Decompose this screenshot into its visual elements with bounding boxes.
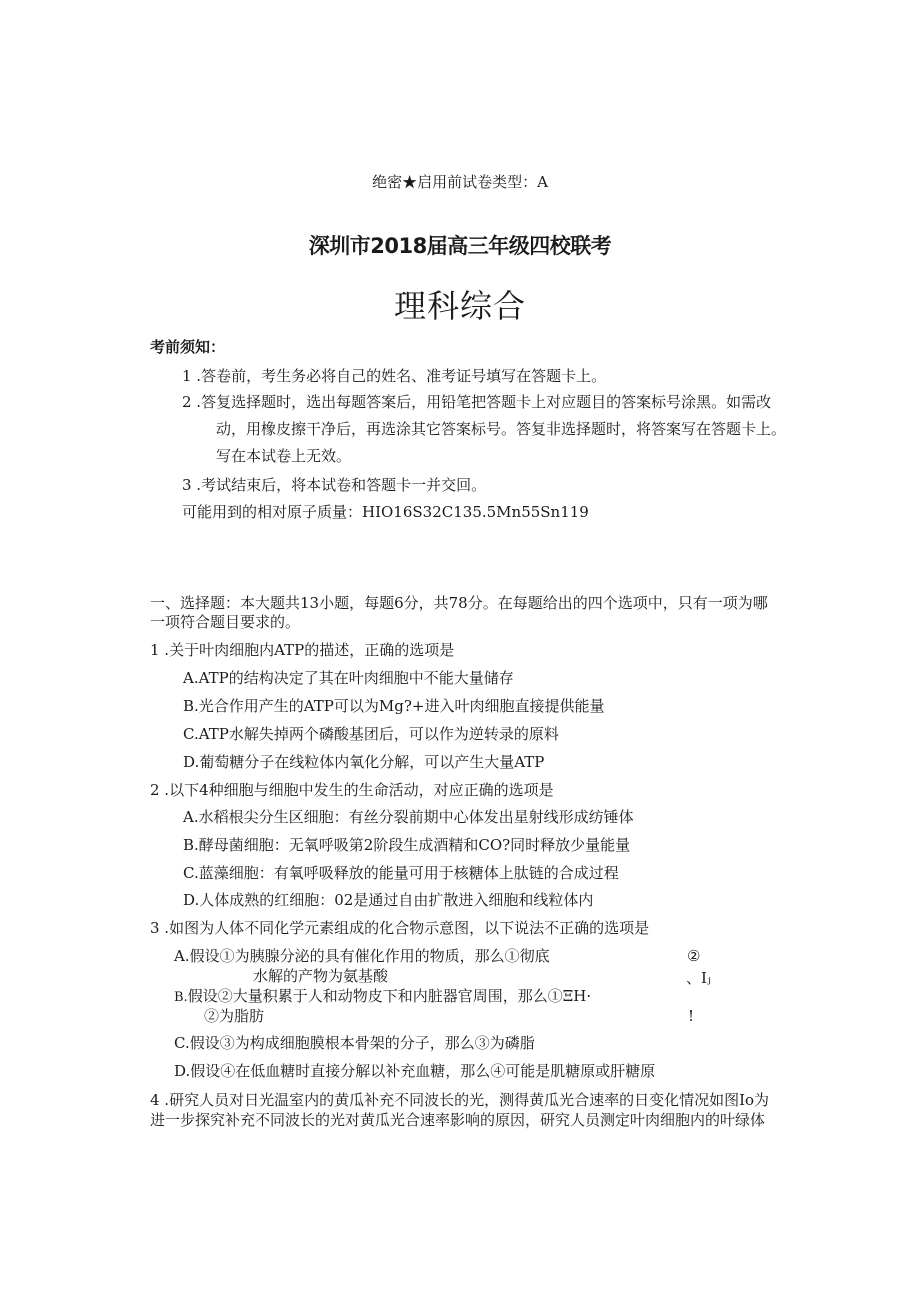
notice-item-2: 2 .答复选择题时，选出每题答案后，用铅笔把答题卡上对应题目的答案标号涂黑。如需改 <box>182 393 772 411</box>
question-3-option-b-text: 假设②大量积累于人和动物皮下和内脏器官周围，那么①ΞH· <box>187 987 592 1005</box>
atomic-mass-line: 可能用到的相对原子质量：HIO16S32C135.5Mn55Sn119 <box>182 503 589 521</box>
question-1-option-a: A.ATP的结构决定了其在叶肉细胞中不能大量储存 <box>183 669 514 687</box>
question-1-stem: 1 .关于叶肉细胞内ATP的描述，正确的选项是 <box>150 641 455 659</box>
question-1-option-c: C.ATP水解失掉两个磷酸基团后，可以作为逆转录的原料 <box>183 725 559 743</box>
question-2-option-c: C.蓝藻细胞：有氧呼吸释放的能量可用于核糖体上肽链的合成过程 <box>183 864 619 882</box>
question-2-option-a: A.水稻根尖分生区细胞：有丝分裂前期中心体发出星射线形成纺锤体 <box>183 808 634 826</box>
question-3-option-a-cont: 水解的产物为氨基酸 <box>253 967 389 985</box>
secret-label: 绝密★启用前试卷类型：A <box>372 173 548 191</box>
figure-label-2: ② <box>687 947 701 965</box>
question-3-option-c: C.假设③为构成细胞膜根本骨架的分子，那么③为磷脂 <box>174 1034 535 1052</box>
question-4-line1: 4 .研究人员对日光温室内的黄瓜补充不同波长的光，测得黄瓜光合速率的日变化情况如图Io为 <box>150 1091 770 1109</box>
figure-label-fragment-2: ! <box>688 1007 695 1025</box>
question-3-stem: 3 .如图为人体不同化学元素组成的化合物示意图，以下说法不正确的选项是 <box>150 919 650 937</box>
notice-item-1: 1 .答卷前，考生务必将自己的姓名、准考证号填写在答题卡上。 <box>182 367 607 385</box>
question-3-option-d: D.假设④在低血糖时直接分解以补充血糖，那么④可能是肌糖原或肝糖原 <box>174 1062 656 1080</box>
notice-item-2-cont2: 写在本试卷上无效。 <box>216 447 352 465</box>
question-3-option-b <box>174 986 591 1008</box>
notice-item-3: 3 .考试结束后，将本试卷和答题卡一并交回。 <box>182 476 487 494</box>
question-2-option-b: B.酵母菌细胞：无氧呼吸第2阶段生成酒精和CO?同时释放少量能量 <box>183 836 631 854</box>
notice-item-2-cont: 动，用橡皮擦干净后，再选涂其它答案标号。答复非选择题时，将答案写在答题卡上。 <box>216 420 787 438</box>
section-intro-line1: 一、选择题：本大题共13小题，每题6分，共78分。在每题给出的四个选项中，只有一项为哪 <box>150 594 768 612</box>
subject-title: 理科综合 <box>393 287 526 325</box>
question-3-option-a: A.假设①为胰腺分泌的具有催化作用的物质，那么①彻底 <box>174 947 550 965</box>
question-3-option-b-prefix: B. <box>174 990 188 1005</box>
figure-label-fragment: 、Iⱼ <box>686 969 711 987</box>
section-intro-line2: 一项符合题目要求的。 <box>150 613 301 631</box>
question-2-option-d: D.人体成熟的红细胞：02是通过自由扩散进入细胞和线粒体内 <box>183 891 594 909</box>
question-1-option-d: D.葡萄糖分子在线粒体内氧化分解，可以产生大量ATP <box>183 753 545 771</box>
question-1-option-b: B.光合作用产生的ATP可以为Mg?+进入叶肉细胞直接提供能量 <box>183 697 605 715</box>
question-4-line2: 进一步探究补充不同波长的光对黄瓜光合速率影响的原因，研究人员测定叶肉细胞内的叶绿体 <box>150 1111 766 1129</box>
question-2-stem: 2 .以下4种细胞与细胞中发生的生命活动，对应正确的选项是 <box>150 781 554 799</box>
question-3-option-b-cont: ②为脂肪 <box>204 1007 265 1025</box>
exam-title: 深圳市2018届高三年级四校联考 <box>308 234 612 258</box>
notice-heading: 考前须知： <box>150 338 226 356</box>
